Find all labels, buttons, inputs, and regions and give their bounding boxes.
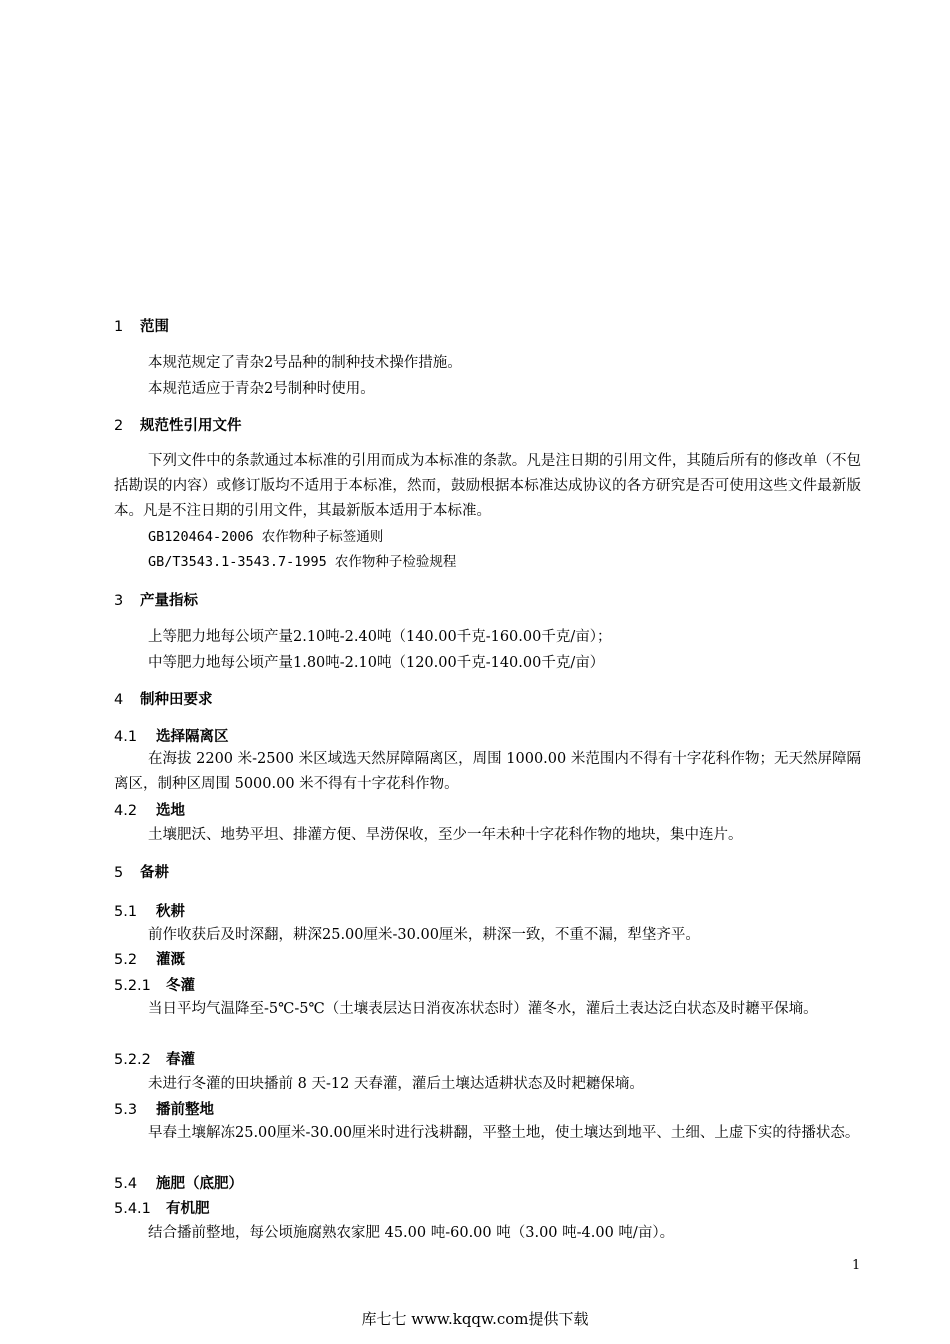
paragraph: 土壤肥沃、地势平坦、排灌方便、旱涝保收，至少一年未种十字花科作物的地块，集中连片。 bbox=[148, 827, 743, 843]
subsection-5-2-2-heading bbox=[114, 1048, 195, 1069]
section-number: 5 bbox=[114, 865, 124, 881]
section-3-heading bbox=[114, 589, 198, 610]
section-number: 3 bbox=[114, 593, 124, 609]
subsection-5-4-heading bbox=[114, 1172, 243, 1193]
section-title: 规范性引用文件 bbox=[140, 418, 242, 434]
paragraph: 下列文件中的条款通过本标准的引用而成为本标准的条款。凡是注日期的引用文件，其随后所有的修改单（不包括勘误的内容）或修订版均不适用于本标准，然而，鼓励根据本标准达成协议的各方研究是否可使用这些文件最新版本。凡是不注日期的引用文件，其最新版本适用于本标准。 bbox=[114, 453, 861, 519]
paragraph: 本规范规定了青杂2号品种的制种技术操作措施。 bbox=[148, 355, 462, 371]
paragraph: 本规范适应于青杂2号制种时使用。 bbox=[148, 381, 375, 397]
page-number: 1 bbox=[852, 1258, 861, 1273]
section-title: 有机肥 bbox=[166, 1201, 210, 1217]
section-title: 产量指标 bbox=[140, 593, 198, 609]
section-title: 选择隔离区 bbox=[156, 729, 229, 745]
section-number: 5.4 bbox=[114, 1176, 138, 1192]
section-2-heading bbox=[114, 414, 242, 435]
section-title: 春灌 bbox=[166, 1052, 195, 1068]
paragraph: 当日平均气温降至-5℃-5℃（土壤表层达日消夜冻状态时）灌冬水，灌后土表达泛白状态及时耱平保墒。 bbox=[148, 1001, 818, 1017]
paragraph: 在海拔 2200 米-2500 米区域选天然屏障隔离区，周围 1000.00 米范围内不得有十字花科作物；无天然屏障隔离区，制种区周围 5000.00 米不得有十字花科作物。 bbox=[114, 751, 861, 792]
section-number: 4.1 bbox=[114, 729, 138, 745]
section-number: 4.2 bbox=[114, 803, 138, 819]
section-title: 播前整地 bbox=[156, 1102, 214, 1118]
section-number: 1 bbox=[114, 319, 124, 335]
subsection-5-1-heading bbox=[114, 900, 185, 921]
section-number: 5.1 bbox=[114, 904, 138, 920]
section-number: 5.3 bbox=[114, 1102, 138, 1118]
reference-item: GB/T3543.1-3543.7-1995 农作物种子检验规程 bbox=[148, 554, 457, 570]
section-title: 备耕 bbox=[140, 865, 169, 881]
subsection-5-3-heading bbox=[114, 1098, 214, 1119]
section-title: 秋耕 bbox=[156, 904, 185, 920]
section-number: 5.2.1 bbox=[114, 978, 151, 994]
subsection-4-1-heading bbox=[114, 725, 229, 746]
subsection-5-4-1-heading bbox=[114, 1197, 210, 1218]
section-title: 制种田要求 bbox=[140, 692, 213, 708]
section-number: 5.2.2 bbox=[114, 1052, 151, 1068]
subsection-5-2-1-heading bbox=[114, 974, 195, 995]
subsection-4-2-heading bbox=[114, 799, 185, 820]
section-1-heading bbox=[114, 315, 169, 336]
subsection-5-2-heading bbox=[114, 948, 185, 969]
section-number: 4 bbox=[114, 692, 124, 708]
section-number: 5.2 bbox=[114, 952, 138, 968]
paragraph: 结合播前整地，每公顷施腐熟农家肥 45.00 吨-60.00 吨（3.00 吨-4.00 吨/亩）。 bbox=[148, 1225, 675, 1241]
section-number: 2 bbox=[114, 418, 124, 434]
section-title: 冬灌 bbox=[166, 978, 195, 994]
paragraph: 前作收获后及时深翻，耕深25.00厘米-30.00厘米，耕深一致，不重不漏，犁垡齐平。 bbox=[148, 927, 700, 943]
section-4-heading bbox=[114, 688, 213, 709]
paragraph: 上等肥力地每公顷产量2.10吨-2.40吨（140.00千克-160.00千克/亩）； bbox=[148, 629, 612, 645]
reference-item: GB120464-2006 农作物种子标签通则 bbox=[148, 529, 384, 545]
section-number: 5.4.1 bbox=[114, 1201, 151, 1217]
section-title: 灌溉 bbox=[156, 952, 185, 968]
footer-watermark: 库七七 www.kqqw.com提供下载 bbox=[361, 1310, 589, 1328]
section-title: 施肥（底肥） bbox=[156, 1176, 243, 1192]
paragraph: 早春土壤解冻25.00厘米-30.00厘米时进行浅耕翻，平整土地，使土壤达到地平、土细、上虚下实的待播状态。 bbox=[148, 1125, 860, 1141]
paragraph: 中等肥力地每公顷产量1.80吨-2.10吨（120.00千克-140.00千克/亩） bbox=[148, 655, 605, 671]
paragraph: 未进行冬灌的田块播前 8 天-12 天春灌，灌后土壤达适耕状态及时耙耱保墒。 bbox=[148, 1076, 644, 1092]
section-title: 选地 bbox=[156, 803, 185, 819]
section-5-heading bbox=[114, 861, 169, 882]
section-title: 范围 bbox=[140, 319, 169, 335]
